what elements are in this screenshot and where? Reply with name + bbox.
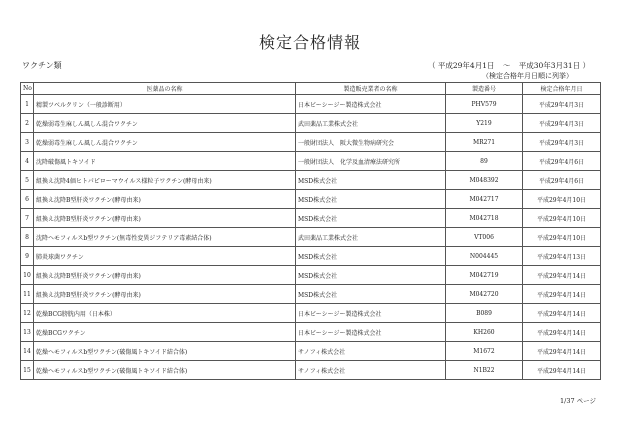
table-row [21, 190, 601, 209]
table-row [21, 247, 601, 266]
cell-product: 組換え沈降B型肝炎ワクチン(酵母由来) [34, 209, 296, 228]
cell-maker: MSD株式会社 [296, 209, 446, 228]
cell-lot: PHV579 [446, 95, 523, 114]
cell-maker: MSD株式会社 [296, 247, 446, 266]
table-header-row [21, 83, 601, 95]
header-product: 医薬品の名称 [34, 83, 296, 95]
cell-product: 精製ツベルクリン（一般診断用） [34, 95, 296, 114]
header-date: 検定合格年月日 [523, 83, 601, 95]
table-row [21, 114, 601, 133]
cell-product: 組換え沈降B型肝炎ワクチン(酵母由来) [34, 266, 296, 285]
cell-date: 平成29年4月10日 [523, 209, 601, 228]
cell-no: 4 [21, 152, 34, 171]
header-lot: 製造番号 [446, 83, 523, 95]
cell-no: 15 [21, 361, 34, 380]
cell-no: 1 [21, 95, 34, 114]
cell-date: 平成29年4月6日 [523, 152, 601, 171]
cell-maker: 武田薬品工業株式会社 [296, 228, 446, 247]
period-range [428, 60, 590, 71]
cell-product: 沈降破傷風トキソイド [34, 152, 296, 171]
cell-product: 組換え沈降4価ヒトパピローマウイルス様粒子ワクチン(酵母由来) [34, 171, 296, 190]
table-row [21, 209, 601, 228]
cell-lot: M048392 [446, 171, 523, 190]
cell-maker: MSD株式会社 [296, 190, 446, 209]
cell-lot: KH260 [446, 323, 523, 342]
cell-date: 平成29年4月6日 [523, 171, 601, 190]
cell-date: 平成29年4月13日 [523, 247, 601, 266]
header-no: No [21, 83, 34, 95]
cell-no: 13 [21, 323, 34, 342]
period-end: 平成30年3月31日 [518, 61, 581, 70]
table-row [21, 133, 601, 152]
cell-no: 2 [21, 114, 34, 133]
cell-maker: 日本ビーシージー製造株式会社 [296, 323, 446, 342]
table-row [21, 323, 601, 342]
cell-date: 平成29年4月3日 [523, 114, 601, 133]
cell-maker: MSD株式会社 [296, 285, 446, 304]
table-row [21, 171, 601, 190]
cell-lot: M1672 [446, 342, 523, 361]
cell-no: 14 [21, 342, 34, 361]
cell-no: 12 [21, 304, 34, 323]
cell-product: 乾燥BCGワクチン [34, 323, 296, 342]
table-row [21, 95, 601, 114]
cell-no: 9 [21, 247, 34, 266]
table-row [21, 228, 601, 247]
cell-no: 8 [21, 228, 34, 247]
cell-no: 7 [21, 209, 34, 228]
page-title: 検定合格情報 [258, 33, 361, 52]
cell-date: 平成29年4月14日 [523, 285, 601, 304]
table-row [21, 304, 601, 323]
period-tilde: 〜 [502, 61, 511, 70]
cell-product: 乾燥ヘモフィルスb型ワクチン(破傷風トキソイド結合体) [34, 361, 296, 380]
header-maker: 製造販売業者の名称 [296, 83, 446, 95]
cell-maker: サノフィ株式会社 [296, 342, 446, 361]
table-row [21, 342, 601, 361]
table-row [21, 285, 601, 304]
period-start: 平成29年4月1日 [437, 61, 495, 70]
cell-maker: 日本ビーシージー製造株式会社 [296, 95, 446, 114]
cell-date: 平成29年4月10日 [523, 228, 601, 247]
cell-product: 乾燥弱毒生麻しん風しん混合ワクチン [34, 133, 296, 152]
cell-date: 平成29年4月14日 [523, 342, 601, 361]
cell-lot: N004445 [446, 247, 523, 266]
cell-maker: 一般財団法人 化学及血清療法研究所 [296, 152, 446, 171]
period-close-paren: ） [582, 61, 591, 70]
sort-note: （検定合格年月日順に列挙） [482, 72, 573, 80]
table-row [21, 266, 601, 285]
cell-no: 6 [21, 190, 34, 209]
cell-maker: MSD株式会社 [296, 171, 446, 190]
cell-lot: MR271 [446, 133, 523, 152]
category-label: ワクチン類 [22, 61, 62, 70]
cell-maker: 日本ビーシージー製造株式会社 [296, 304, 446, 323]
table-row [21, 361, 601, 380]
cell-lot: N1B22 [446, 361, 523, 380]
cell-maker: 武田薬品工業株式会社 [296, 114, 446, 133]
cell-no: 3 [21, 133, 34, 152]
cell-product: 組換え沈降B型肝炎ワクチン(酵母由来) [34, 285, 296, 304]
cell-date: 平成29年4月14日 [523, 304, 601, 323]
cell-lot: Y219 [446, 114, 523, 133]
cell-date: 平成29年4月14日 [523, 323, 601, 342]
cell-lot: B089 [446, 304, 523, 323]
cell-date: 平成29年4月10日 [523, 190, 601, 209]
cell-maker: MSD株式会社 [296, 266, 446, 285]
cell-no: 5 [21, 171, 34, 190]
cell-lot: 89 [446, 152, 523, 171]
cell-maker: 一般財団法人 阪大微生物病研究会 [296, 133, 446, 152]
cell-maker: サノフィ株式会社 [296, 361, 446, 380]
cell-product: 沈降ヘモフィルスb型ワクチン(無毒性変異ジフテリア毒素結合体) [34, 228, 296, 247]
cell-date: 平成29年4月3日 [523, 95, 601, 114]
cell-no: 10 [21, 266, 34, 285]
cell-date: 平成29年4月3日 [523, 133, 601, 152]
cell-lot: M042720 [446, 285, 523, 304]
cell-product: 乾燥弱毒生麻しん風しん混合ワクチン [34, 114, 296, 133]
cell-lot: M042719 [446, 266, 523, 285]
page-indicator: 1/37 ページ [560, 397, 597, 405]
cell-date: 平成29年4月14日 [523, 266, 601, 285]
cell-lot: VT006 [446, 228, 523, 247]
table-row [21, 152, 601, 171]
cell-no: 11 [21, 285, 34, 304]
cell-product: 乾燥ヘモフィルスb型ワクチン(破傷風トキソイド結合体) [34, 342, 296, 361]
cell-product: 組換え沈降B型肝炎ワクチン(酵母由来) [34, 190, 296, 209]
cell-product: 肺炎球菌ワクチン [34, 247, 296, 266]
cell-lot: M042717 [446, 190, 523, 209]
cell-lot: M042718 [446, 209, 523, 228]
cell-date: 平成29年4月14日 [523, 361, 601, 380]
approval-table [20, 82, 601, 380]
period-open-paren: （ [428, 61, 436, 70]
cell-product: 乾燥BCG膀胱内用（日本株） [34, 304, 296, 323]
